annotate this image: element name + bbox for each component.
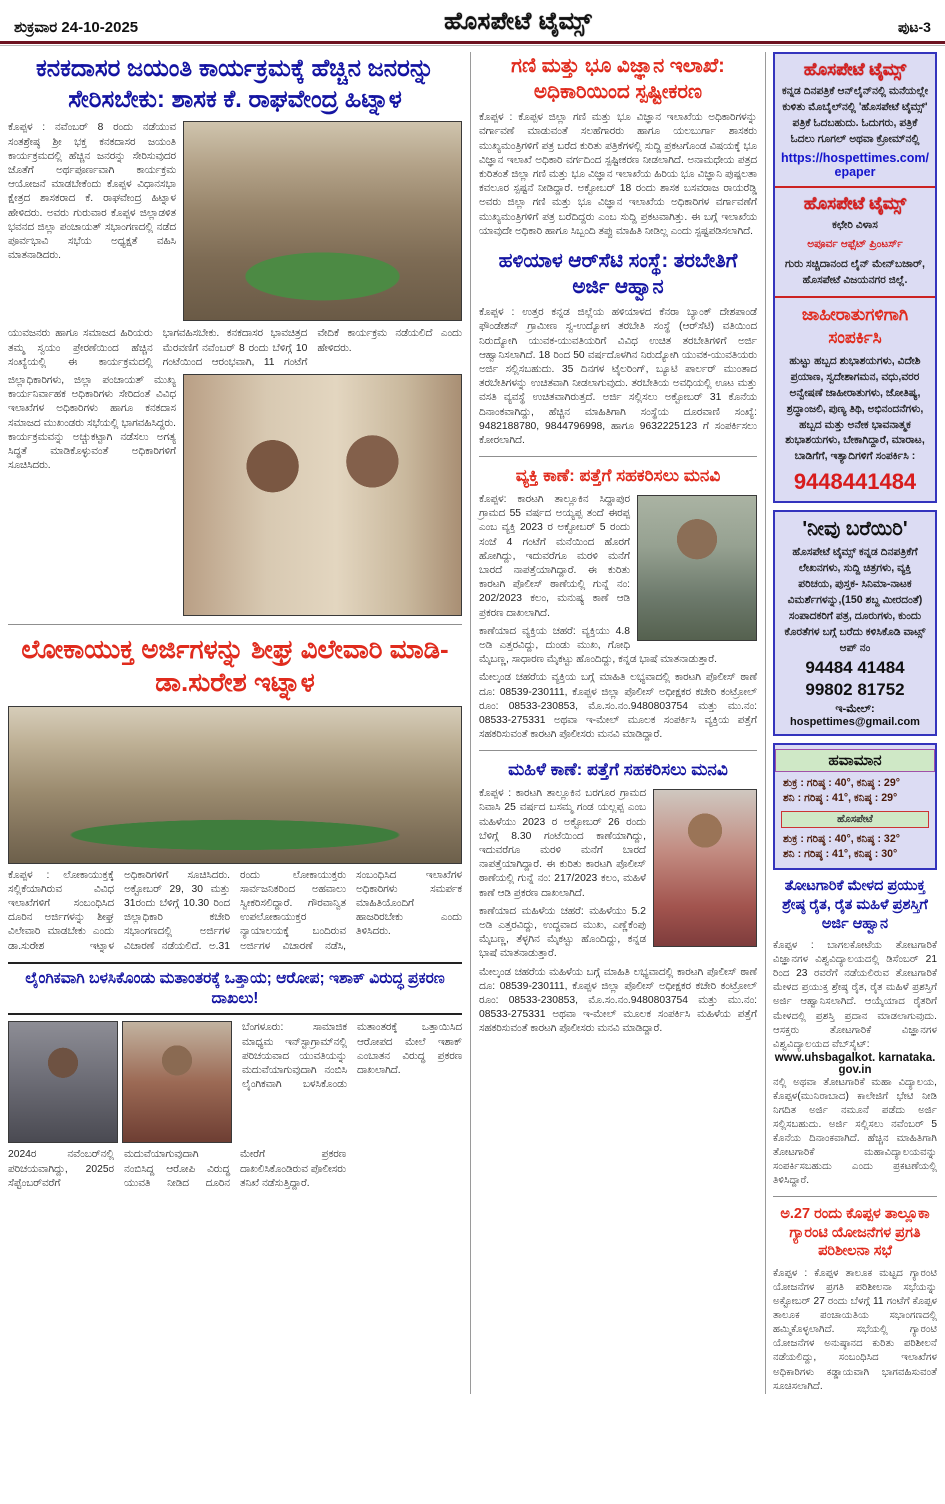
missing-man-photo [637, 495, 757, 641]
article-lokayukta-body: ಕೊಪ್ಪಳ : ಲೋಕಾಯುಕ್ತಕ್ಕೆ ಸಲ್ಲಿಕೆಯಾಗಿರುವ ವಿವಿಧ ಇಲಾಖೆಗಳಿಗೆ ಸಂಬಂಧಿಸಿದ ದೂರಿನ ಅರ್ಜಿಗಳನ್ನು ಶೀಘ್ರ ವಿಲೇವಾರಿ ಮಾಡಬೇಕು ಎಂದು ಡಾ.ಸುರೇಶ ಇಟ್ನಾಳ ಅಧಿಕಾರಿಗಳಿಗೆ ಸೂಚಿಸಿದರು. ಅಕ್ಟೋಬರ್ 29, 30 ಮತ್ತು 31ರಂದು ಬೆಳಿಗ್ಗೆ 10.30 ರಿಂದ ಜಿಲ್ಲಾಧಿಕಾರಿ ಕಚೇರಿ ಸಭಾಂಗಣದಲ್ಲಿ ಅರ್ಜಿಗಳ ವಿಚಾರಣೆ ನಡೆಯಲಿದೆ. ಅ.31 ರಂದು ಲೋಕಾಯುಕ್ತರು ಸಾರ್ವಜನಿಕರಿಂದ ಅಹವಾಲು ಸ್ವೀಕರಿಸಲಿದ್ದಾರೆ. ಗೌರವಾನ್ವಿತ ಉಪಲೋಕಾಯುಕ್ತರ ನ್ಯಾಯಾಲಯಕ್ಕೆ ಬಂದಿರುವ ಅರ್ಜಿಗಳ ವಿಚಾರಣೆ ನಡೆಸಿ, ಸಂಬಂಧಿಸಿದ ಇಲಾಖೆಗಳ ಅಧಿಕಾರಿಗಳು ಸಮರ್ಪಕ ಮಾಹಿತಿಯೊಂದಿಗೆ ಹಾಜರಿರಬೇಕು ಎಂದು ತಿಳಿಸಿದರು. [8, 869, 462, 952]
article-ishak-body-2: 2024ರ ನವೆಂಬರ್‌ನಲ್ಲಿ ಪರಿಚಯವಾಗಿದ್ದು, 2025ರ ಸೆಪ್ಟೆಂಬರ್‌ವರೆಗೆ ಮದುವೆಯಾಗುವುದಾಗಿ ನಂಬಿಸಿದ್ದ ಆರೋಪಿ ವಿರುದ್ಧ ಯುವತಿ ನೀಡಿದ ದೂರಿನ ಮೇರೆಗೆ ಪ್ರಕರಣ ದಾಖಲಿಸಿಕೊಂಡಿರುವ ಪೊಲೀಸರು ತನಿಖೆ ನಡೆಸುತ್ತಿದ್ದಾರೆ. [8, 1149, 346, 1189]
article-missing-man-description: ಕಾಣೆಯಾದ ವ್ಯಕ್ತಿಯ ಚಹರೆ: ವ್ಯಕ್ತಿಯು 4.8 ಅಡಿ ಎತ್ತರವಿದ್ದು, ದುಂಡು ಮುಖ, ಗೋಧಿ ಮೈಬಣ್ಣ, ಸಾಧಾರಣ ಮೈಕಟ್ಟು ಹೊಂದಿದ್ದು, ಕನ್ನಡ ಭಾಷೆ ಮಾತನಾಡುತ್ತಾರೆ. [479, 625, 718, 666]
article-rseti-headline: ಹಳಿಯಾಳ ಆರ್‌ಸೆಟಿ ಸಂಸ್ಥೆ: ತರಬೇತಿಗೆ ಅರ್ಜಿ ಆಹ್ವಾನ [498, 250, 738, 298]
article-guarantee-headline: ಅ.27 ರಂದು ಕೊಪ್ಪಳ ತಾಲ್ಲೂಕಾ ಗ್ಯಾರಂಟಿ ಯೋಜನೆಗಳ ಪ್ರಗತಿ ಪರಿಶೀಲನಾ ಸಭೆ [780, 1206, 930, 1260]
left-column [8, 52, 470, 1394]
divider [775, 186, 935, 188]
ads-contact-body: ಹುಟ್ಟು ಹಬ್ಬದ ಶುಭಾಶಯಗಳು, ವಿದೇಶಿ ಪ್ರಯಾಣ, ಸ್ವದೇಶಾಗಮನ, ವಧು,ವರರ ಅನ್ವೇಷಣೆ ಜಾಹೀರಾತುಗಳು, ಜೋತಿಷ್ಯ, ಶ್ರದ್ಧಾಂಜಲಿ, ಪುಣ್ಯ ತಿಥಿ, ಅಭಿನಂದನೆಗಳು, ಹಬ್ಬದ ಮತ್ತು ಅನೇಕ ಭಾವನಾತ್ಮಕ ಶುಭಾಶಯಗಳು, ಬೇಕಾಗಿದ್ದಾರೆ, ಮಾರಾಟ, ಬಾಡಿಗೆಗೆ, ಇತ್ಯಾದಿಗಳಿಗೆ ಸಂಪರ್ಕಿಸಿ : [785, 355, 925, 463]
article-mining-body: ಕೊಪ್ಪಳ : ಕೊಪ್ಪಳ ಜಿಲ್ಲಾ ಗಣಿ ಮತ್ತು ಭೂ ವಿಜ್ಞಾನ ಇಲಾಖೆಯ ಅಧಿಕಾರಿಗಳನ್ನು ವರ್ಗಾವಣೆ ಮಾಡುವಂತೆ ಸಲಹೆಗಾರರು ಹಾಗೂ ಯಲಬುರ್ಗಾ ಶಾಸಕರು ಮುಖ್ಯಮಂತ್ರಿಗಳಿಗೆ ಪತ್ರ ಬರೆದ ಕುರಿತು ಪತ್ರಿಕೆಗಳಲ್ಲಿ ಸುದ್ದಿ ಪ್ರಕಟಗೊಂಡ ವಿಷಯಕ್ಕೆ ಭೂ ವಿಜ್ಞಾನ ಇಲಾಖೆ ಅಧಿಕಾರಿ ವರ್ಗದಿಂದ ಸ್ಪಷ್ಟೀಕರಣ ನೀಡಲಾಗಿದೆ. ಅನಾಮಧೇಯ ಪತ್ರದ ಕುರಿತಂತೆ ಜಿಲ್ಲಾ ಗಣಿ ಮತ್ತು ಭೂ ವಿಜ್ಞಾನ ಇಲಾಖೆಯ ಹಿರಿಯ ಭೂ ವಿಜ್ಞಾನಿ ಪುಷ್ಪಲತಾ ಕವಲೂರ ಸ್ಪಷ್ಟನೆ ನೀಡಿದ್ದಾರೆ. ಅಕ್ಟೋಬರ್ 18 ರಂದು ಶಾಸಕ ಬಸವರಾಜ ರಾಯರೆಡ್ಡಿ ಅವರು ಜಿಲ್ಲಾ ಗಣಿ ಮತ್ತು ಭೂ ವಿಜ್ಞಾನ ಇಲಾಖೆಯ ಅಧಿಕಾರಿಗಳ ವರ್ಗಾವಣೆಗೆ ಮುಖ್ಯಮಂತ್ರಿಗಳಿಗೆ ಪತ್ರ ಬರೆದಿದ್ದರು ಎಂಬ ಸುದ್ದಿ ಪ್ರಕಟವಾಗಿತ್ತು. ಈ ಬಗ್ಗೆ ಇಲಾಖೆಯ ಯಾವುದೇ ಅಧಿಕಾರಿ ಹಾಗೂ ಸಿಬ್ಬಂದಿ ತಪ್ಪು ಮಾಹಿತಿ ನೀಡಿಲ್ಲ ಎಂದು ಸ್ಪಷ್ಟಪಡಿಸಲಾಗಿದೆ. [479, 112, 757, 237]
article-mining-headline: ಗಣಿ ಮತ್ತು ಭೂ ವಿಜ್ಞಾನ ಇಲಾಖೆ: ಅಧಿಕಾರಿಯಿಂದ ಸ್ಪಷ್ಟೀಕರಣ [511, 55, 725, 103]
dignitaries-photo [183, 374, 462, 616]
article-lokayukta-headline: ಲೋಕಾಯುಕ್ತ ಅರ್ಜಿಗಳನ್ನು ಶೀಘ್ರ ವಿಲೇವಾರಿ ಮಾಡಿ-ಡಾ.ಸುರೇಶ ಇಟ್ನಾಳ [21, 634, 449, 698]
page-body [0, 46, 945, 1404]
article-horticulture-body-1: ಕೊಪ್ಪಳ : ಬಾಗಲಕೋಟೆಯ ತೋಟಗಾರಿಕೆ ವಿಜ್ಞಾನಗಳ ವಿಶ್ವವಿದ್ಯಾಲಯದಲ್ಲಿ ಡಿಸೆಂಬರ್ 21 ರಿಂದ 23 ರವರೆಗೆ ನಡೆಯಲಿರುವ ತೋಟಗಾರಿಕೆ ಮೇಳದ ಪ್ರಯುಕ್ತ ಶ್ರೇಷ್ಠ ರೈತ, ರೈತ ಮಹಿಳೆ ಪ್ರಶಸ್ತಿಗೆ ಅರ್ಜಿ ಆಹ್ವಾನಿಸಲಾಗಿದೆ. ಆಯ್ಕೆಯಾದ ರೈತರಿಗೆ ಮೇಳದಲ್ಲಿ ಪ್ರಶಸ್ತಿ ಪ್ರದಾನ ಮಾಡಲಾಗುವುದು. ಆಸಕ್ತರು ತೋಟಗಾರಿಕೆ ವಿಜ್ಞಾನಗಳ ವಿಶ್ವವಿದ್ಯಾಲಯದ ವೆಬ್‌ಸೈಟ್: [773, 940, 937, 1050]
article-missing-woman-description: ಕಾಣೆಯಾದ ಮಹಿಳೆಯ ಚಹರೆ: ಮಹಿಳೆಯು 5.2 ಅಡಿ ಎತ್ತರವಿದ್ದು, ಉದ್ದವಾದ ಮುಖ, ಎಣ್ಣೆಕೆಂಪು ಮೈಬಣ್ಣ, ತೆಳ್ಳಗಿನ ಮೈಕಟ್ಟು ಹೊಂದಿದ್ದು, ಕನ್ನಡ ಭಾಷೆ ಮಾತನಾಡುತ್ತಾರೆ. [479, 905, 646, 960]
article-kanakadasa-headline: ಕನಕದಾಸರ ಜಯಂತಿ ಕಾರ್ಯಕ್ರಮಕ್ಕೆ ಹೆಚ್ಚಿನ ಜನರನ್ನು ಸೇರಿಸಬೇಕು: ಶಾಸಕ ಕೆ. ರಾಘವೇಂದ್ರ ಹಿಟ್ನಾಳ [35, 55, 435, 113]
article-missing-man-body: ಕೊಪ್ಪಳ: ಕಾರಟಗಿ ತಾಲ್ಲೂಕಿನ ಸಿದ್ದಾಪುರ ಗ್ರಾಮದ 55 ವರ್ಷದ ಅಯ್ಯಪ್ಪ ತಂದೆ ಈರಪ್ಪ ಎಂಬ ವ್ಯಕ್ತಿ 2023 ರ ಅಕ್ಟೋಬರ್ 5 ರಂದು ಸಂಜೆ 4 ಗಂಟೆಗೆ ಮನೆಯಿಂದ ಹೊರಗೆ ಹೋಗಿದ್ದು, ಇದುವರೆಗೂ ಮರಳಿ ಮನೆಗೆ ಬಾರದೆ ನಾಪತ್ತೆಯಾಗಿದ್ದಾರೆ. ಈ ಕುರಿತು ಕಾರಟಗಿ ಪೊಲೀಸ್ ಠಾಣೆಯಲ್ಲಿ ಗುನ್ನೆ ನಂ: 202/2023 ಕಲಂ, ಮನುಷ್ಯ ಕಾಣೆ ಆಡಿ ಪ್ರಕರಣ ದಾಖಲಾಗಿದೆ. [479, 493, 630, 619]
whatsapp-number-1: 94484 41484 [805, 658, 905, 678]
article-missing-woman-body: ಕೊಪ್ಪಳ : ಕಾರಟಗಿ ತಾಲ್ಲೂಕಿನ ಬರಗೂರ ಗ್ರಾಮದ ನಿವಾಸಿ 25 ವರ್ಷದ ಬಸಮ್ಮ ಗಂಡ ಯಲ್ಲಪ್ಪ ಎಂಬ ಮಹಿಳೆಯು 2023 ರ ಅಕ್ಟೋಬರ್ 26 ರಂದು ಬೆಳಿಗ್ಗೆ 8.30 ಗಂಟೆಯಿಂದ ಕಾಣೆಯಾಗಿದ್ದು, ಇದುವರೆಗೂ ಮರಳಿ ಮನೆಗೆ ಬಾರದೆ ನಾಪತ್ತೆಯಾಗಿದ್ದಾರೆ. ಈ ಕುರಿತು ಕಾರಟಗಿ ಪೊಲೀಸ್ ಠಾಣೆಯಲ್ಲಿ ಗುನ್ನೆ ನಂ: 217/2023 ಕಲಂ, ಮಹಿಳೆ ಕಾಣೆ ಆಡಿ ಪ್ರಕರಣ ದಾಖಲಾಗಿದೆ. [479, 788, 646, 899]
printer-name: ಅಪೂರ್ವ ಆಫ್ಸೆಟ್ ಪ್ರಿಂಟರ್ಸ್ [807, 238, 903, 251]
article-missing-woman-headline: ಮಹಿಳೆ ಕಾಣೆ: ಪತ್ತೆಗೆ ಸಹಕರಿಸಲು ಮನವಿ [508, 760, 728, 780]
hosapete-times-logo: ಹೊಸಪೇಟೆ ಟೈಮ್ಸ್ [803, 193, 907, 213]
person-photo-1 [8, 1021, 118, 1143]
divider [773, 1196, 937, 1197]
meeting-photo-1 [183, 121, 462, 321]
ads-contact-title: ಜಾಹೀರಾತುಗಳಿಗಾಗಿ ಸಂಪರ್ಕಿಸಿ [801, 305, 909, 348]
article-missing-man-headline: ವ್ಯಕ್ತಿ ಕಾಣೆ: ಪತ್ತೆಗೆ ಸಹಕರಿಸಲು ಮನವಿ [515, 466, 721, 486]
weather-box [773, 743, 937, 870]
weather-subtitle-hosapete: ಹೊಸಪೇಟೆ [781, 811, 929, 828]
article-rseti-body: ಕೊಪ್ಪಳ : ಉತ್ತರ ಕನ್ನಡ ಜಿಲ್ಲೆಯ ಹಳಿಯಾಳದ ಕೆನರಾ ಬ್ಯಾಂಕ್ ದೇಶಪಾಂಡೆ ಫೌಂಡೇಶನ್ ಗ್ರಾಮೀಣ ಸ್ವ-ಉದ್ಯೋಗ ತರಬೇತಿ ಸಂಸ್ಥೆ (ಆರ್‌ಸೆಟಿ) ವತಿಯಿಂದ ನಿರುದ್ಯೋಗಿ ಯುವಕ-ಯುವತಿಯರಿಗೆ ವಿವಿಧ ಉಚಿತ ತರಬೇತಿಗಳಿಗೆ ಅರ್ಜಿ ಆಹ್ವಾನಿಸಲಾಗಿದೆ. 18 ರಿಂದ 50 ವರ್ಷದೊಳಗಿನ ನಿರುದ್ಯೋಗಿ ಯುವಕ-ಯುವತಿಯರು ಅರ್ಜಿ ಸಲ್ಲಿಸಬಹುದು. 35 ದಿನಗಳ ಟೈಲರಿಂಗ್, ಬ್ಯೂಟಿ ಪಾರ್ಲರ್ ಮುಂತಾದ ತರಬೇತಿಗಳನ್ನು ಉಚಿತವಾಗಿ ನೀಡಲಾಗುವುದು. ತರಬೇತಿಯ ಅವಧಿಯಲ್ಲಿ ಊಟ ಮತ್ತು ವಸತಿ ವ್ಯವಸ್ಥೆ ಉಚಿತವಾಗಿರುತ್ತದೆ. ಅರ್ಜಿ ಸಲ್ಲಿಸಲು ಅಕ್ಟೋಬರ್ 31 ಕೊನೆಯ ದಿನಾಂಕವಾಗಿದ್ದು, ಹೆಚ್ಚಿನ ಮಾಹಿತಿಗಾಗಿ ಸಂಸ್ಥೆಯ ದೂರವಾಣಿ ಸಂಖ್ಯೆ: 9482188780, 9844796998, ಹಾಗೂ 9632225123 ಗೆ ಸಂಪರ್ಕಿಸಲು ಕೋರಲಾಗಿದೆ. [479, 307, 757, 447]
article-guarantee-meeting [773, 1205, 937, 1393]
office-address-label: ಕಛೇರಿ ವಿಳಾಸ [832, 218, 878, 231]
weather-row: ಶನಿ : ಗರಿಷ್ಠ : 41°, ಕನಿಷ್ಠ : 30° [783, 848, 898, 861]
whatsapp-number-2: 99802 81752 [805, 680, 905, 700]
divider [479, 750, 757, 751]
email-line [781, 703, 929, 728]
article-kanakadasa-body-1: ಕೊಪ್ಪಳ : ನವೆಂಬರ್ 8 ರಂದು ನಡೆಯುವ ಸಂತಶ್ರೇಷ್ಠ ಶ್ರೀ ಭಕ್ತ ಕನಕದಾಸರ ಜಯಂತಿ ಕಾರ್ಯಕ್ರಮದಲ್ಲಿ ಹೆಚ್ಚಿನ ಜನರನ್ನು ಸೇರಿಸುವುದರ ಜೊತೆಗೆ ಅರ್ಥಪೂರ್ಣವಾಗಿ ಕಾರ್ಯಕ್ರಮ ಆಯೋಜನೆ ಮಾಡಬೇಕೆಂದು ಕೊಪ್ಪಳ ವಿಧಾನಸಭಾ ಕ್ಷೇತ್ರದ ಶಾಸಕರಾದ ಕೆ. ರಾಘವೇಂದ್ರ ಹಿಟ್ನಾಳ ಹೇಳಿದರು. ಅವರು ಗುರುವಾರ ಕೊಪ್ಪಳ ಜಿಲ್ಲಾಡಳಿತ ಭವನದ ಜಿಲ್ಲಾ ಪಂಚಾಯತ್ ಸಭಾಂಗಣದಲ್ಲಿ ನಡೆದ ಪೂರ್ವಭಾವಿ ಸಭೆಯ ಅಧ್ಯಕ್ಷತೆ ವಹಿಸಿ ಮಾತನಾಡಿದರು. [8, 122, 176, 262]
right-column [766, 52, 937, 1394]
email-label: ಇ-ಮೇಲ್: [835, 703, 875, 716]
epaper-promo-box [773, 52, 937, 503]
divider [479, 456, 757, 457]
write-to-us-body: ಹೊಸಪೇಟೆ ಟೈಮ್ಸ್ ಕನ್ನಡ ದಿನಪತ್ರಿಕೆಗೆ ಲೇಖನಗಳು, ಸುದ್ದಿ ಚಿತ್ರಗಳು, ವ್ಯಕ್ತಿ ಪರಿಚಯ, ಪುಸ್ತಕ- ಸಿನಿಮಾ-ನಾಟಕ ವಿಮರ್ಶೆಗಳನ್ನು,(150 ಶಬ್ದ ಮೀರದಂತೆ) ಸಂಪಾದಕರಿಗೆ ಪತ್ರ, ದೂರುಗಳು, ಕುಂದು ಕೊರತೆಗಳ ಬಗ್ಗೆ ಬರೆದು ಕಳಿಸಿಕೊಡಿ ವಾಟ್ಸ್ ಆಪ್ ನಂ [784, 546, 926, 654]
article-missing-woman-contact: ಮೇಲ್ಕಂಡ ಚಹರೆಯ ಮಹಿಳೆಯ ಬಗ್ಗೆ ಮಾಹಿತಿ ಲಭ್ಯವಾದಲ್ಲಿ ಕಾರಟಗಿ ಪೊಲೀಸ್ ಠಾಣೆ ದೂ: 08539-230111, ಕೊಪ್ಪಳ ಜಿಲ್ಲಾ ಪೊಲೀಸ್ ಅಧೀಕ್ಷಕರ ಕಚೇರಿ ಕಂಟ್ರೋಲ್ ರೂಂ: 08533-230853, ಮೊ.ಸಂ.ನಂ.9480803754 ಮತ್ತು ಮು.ನಂ: 08533-275331 ಅಥವಾ ಇ-ಮೇಲ್ ಮೂಲಕ ಸಂಪರ್ಕಿಸಿ ಮಹಿಳೆಯ ಪತ್ತೆಗೆ ಸಹಕರಿಸುವಂತೆ ಕಾರಟಗಿ ಪೊಲೀಸರು ಮನವಿ ಮಾಡಿದ್ದಾರೆ. [479, 966, 757, 1035]
masthead [0, 0, 945, 44]
meeting-photo-2 [8, 706, 462, 864]
weather-row: ಶುಕ್ರ : ಗರಿಷ್ಠ : 40°, ಕನಿಷ್ಠ : 29° [783, 777, 900, 790]
article-kanakadasa-body-2: ಯುವಜನರು ಹಾಗೂ ಸಮಾಜದ ಹಿರಿಯರು ತಮ್ಮ ಸ್ವಯಂ ಪ್ರೇರಣೆಯಿಂದ ಹೆಚ್ಚಿನ ಸಂಖ್ಯೆಯಲ್ಲಿ ಈ ಕಾರ್ಯಕ್ರಮದಲ್ಲಿ ಭಾಗವಹಿಸಬೇಕು. ಕನಕದಾಸರ ಭಾವಚಿತ್ರದ ಮೆರವಣಿಗೆ ನವೆಂಬರ್ 8 ರಂದು ಬೆಳಿಗ್ಗೆ 10 ಗಂಟೆಯಿಂದ ಆರಂಭವಾಗಿ, 11 ಗಂಟೆಗೆ ವೇದಿಕೆ ಕಾರ್ಯಕ್ರಮ ನಡೆಯಲಿದೆ ಎಂದು ಹೇಳಿದರು. [8, 328, 462, 368]
hosapete-times-logo: ಹೊಸಪೇಟೆ ಟೈಮ್ಸ್ [803, 60, 907, 79]
masthead-date: ಶುಕ್ರವಾರ 24-10-2025 [14, 19, 139, 36]
article-guarantee-body: ಕೊಪ್ಪಳ : ಕೊಪ್ಪಳ ತಾಲೂಕ ಮಟ್ಟದ ಗ್ಯಾರಂಟಿ ಯೋಜನೆಗಳ ಪ್ರಗತಿ ಪರಿಶೀಲನಾ ಸಭೆಯನ್ನು ಅಕ್ಟೋಬರ್ 27 ರಂದು ಬೆಳಗ್ಗೆ 11 ಗಂಟೆಗೆ ಕೊಪ್ಪಳ ತಾಲೂಕ ಪಂಚಾಯತಿಯ ಸಭಾಂಗಣದಲ್ಲಿ ಹಮ್ಮಿಕೊಳ್ಳಲಾಗಿದೆ. ಸಭೆಯಲ್ಲಿ ಗ್ಯಾರಂಟಿ ಯೋಜನೆಗಳ ಅನುಷ್ಠಾನದ ಕುರಿತು ಪರಿಶೀಲನೆ ನಡೆಯಲಿದ್ದು, ಸಂಬಂಧಿಸಿದ ಇಲಾಖೆಗಳ ಅಧಿಕಾರಿಗಳು ಕಡ್ಡಾಯವಾಗಿ ಭಾಗವಹಿಸುವಂತೆ ಸೂಚಿಸಲಾಗಿದೆ. [773, 1268, 937, 1392]
article-ishak-headline: ಲೈಂಗಿಕವಾಗಿ ಬಳಸಿಕೊಂಡು ಮತಾಂತರಕ್ಕೆ ಒತ್ತಾಯ; ಆರೋಪ; ಇಶಾಕ್ ವಿರುದ್ಧ ಪ್ರಕರಣ ದಾಖಲು! [8, 962, 462, 1016]
article-horticulture [773, 877, 937, 1188]
write-to-us-box [773, 510, 937, 736]
ads-phone-number: 9448441484 [793, 469, 917, 495]
office-address: ಗುರು ಸಚ್ಚಿದಾನಂದ ಲೈನ್ ಮೇನ್‌ಬಜಾರ್, ಹೊಸಪೇಟೆ ವಿಜಯನಗರ ಜಿಲ್ಲೆ. [785, 258, 925, 287]
weather-row: ಶುಕ್ರ : ಗರಿಷ್ಠ : 40°, ಕನಿಷ್ಠ : 32° [783, 833, 900, 846]
masthead-page-number: ಪುಟ-3 [897, 19, 931, 35]
epaper-url-link[interactable]: https://hospettimes.com/ epaper [781, 150, 929, 179]
accused-photos [8, 1021, 234, 1143]
article-kanakadasa-body-3: ಜಿಲ್ಲಾಧಿಕಾರಿಗಳು, ಜಿಲ್ಲಾ ಪಂಚಾಯತ್ ಮುಖ್ಯ ಕಾರ್ಯನಿರ್ವಾಹಕ ಅಧಿಕಾರಿಗಳು ಸೇರಿದಂತೆ ವಿವಿಧ ಇಲಾಖೆಗಳ ಅಧಿಕಾರಿಗಳು ಹಾಗೂ ಕನಕದಾಸ ಸಮಾಜದ ಮುಖಂಡರು ಸಭೆಯಲ್ಲಿ ಭಾಗವಹಿಸಿದ್ದರು. ಕಾರ್ಯಕ್ರಮವನ್ನು ಅಚ್ಚುಕಟ್ಟಾಗಿ ನಡೆಸಲು ಅಗತ್ಯ ಸಿದ್ಧತೆ ಮಾಡಿಕೊಳ್ಳುವಂತೆ ಅಧಿಕಾರಿಗಳಿಗೆ ಸೂಚಿಸಿದರು. [8, 375, 176, 472]
article-missing-man-contact: ಮೇಲ್ಕಂಡ ಚಹರೆಯ ವ್ಯಕ್ತಿಯ ಬಗ್ಗೆ ಮಾಹಿತಿ ಲಭ್ಯವಾದಲ್ಲಿ ಕಾರಟಗಿ ಪೊಲೀಸ್ ಠಾಣೆ ದೂ: 08539-230111, ಕೊಪ್ಪಳ ಜಿಲ್ಲಾ ಪೊಲೀಸ್ ಅಧೀಕ್ಷಕರ ಕಚೇರಿ ಕಂಟ್ರೋಲ್ ರೂಂ: 08533-230853, ಮೊ.ಸಂ.ನಂ.9480803754 ಮತ್ತು ಮು.ನಂ: 08533-275331 ಅಥವಾ ಇ-ಮೇಲ್ ಮೂಲಕ ಸಂಪರ್ಕಿಸಿ ವ್ಯಕ್ತಿಯ ಪತ್ತೆಗೆ ಸಹಕರಿಸುವಂತೆ ಕಾರಟಗಿ ಪೊಲೀಸರು ಮನವಿ ಮಾಡಿದ್ದಾರೆ. [479, 672, 757, 741]
divider [8, 624, 462, 625]
epaper-promo-text: ಕನ್ನಡ ದಿನಪತ್ರಿಕೆ ಆನ್‌ಲೈನ್‌ನಲ್ಲಿ ಮನೆಯಲ್ಲೇ ಕುಳಿತು ಮೊಬೈಲ್‌ನಲ್ಲಿ 'ಹೊಸಪೇಟೆ ಟೈಮ್ಸ್' ಪತ್ರಿಕೆ ಓದಬಹುದು. ಓದುಗರು, ಪತ್ರಿಕೆ ಓದಲು ಗೂಗಲ್ ಅಥವಾ ಕ್ರೋಮ್‌ನಲ್ಲಿ [781, 85, 929, 145]
weather-row: ಶನಿ : ಗರಿಷ್ಠ : 41°, ಕನಿಷ್ಠ : 29° [783, 792, 898, 805]
article-horticulture-headline: ತೋಟಗಾರಿಕೆ ಮೇಳದ ಪ್ರಯುಕ್ತ ಶ್ರೇಷ್ಠ ರೈತ, ರೈತ ಮಹಿಳೆ ಪ್ರಶಸ್ತಿಗೆ ಅರ್ಜಿ ಆಹ್ವಾನ [782, 878, 928, 932]
middle-column [470, 52, 766, 1394]
article-horticulture-body-2: ನಲ್ಲಿ ಅಥವಾ ತೋಟಗಾರಿಕೆ ಮಹಾ ವಿದ್ಯಾಲಯ, ಕೊಪ್ಪಳ(ಮುನಿರಾಬಾದ) ಕಾಲೇಜಿಗೆ ಭೇಟಿ ನೀಡಿ ನಿಗದಿತ ಅರ್ಜಿ ನಮೂನೆ ಪಡೆದು ಅರ್ಜಿ ಸಲ್ಲಿಸಬಹುದು. ಅರ್ಜಿ ಸಲ್ಲಿಸಲು ನವೆಂಬರ್ 5 ಕೊನೆಯ ದಿನಾಂಕವಾಗಿದೆ. ಹೆಚ್ಚಿನ ಮಾಹಿತಿಗಾಗಿ ತೋಟಗಾರಿಕೆ ಮಹಾವಿದ್ಯಾಲಯವನ್ನು ಸಂಪರ್ಕಿಸಬಹುದು ಎಂದು ಪ್ರಕಟಣೆಯಲ್ಲಿ ತಿಳಿಸಿದ್ದಾರೆ. [773, 1076, 937, 1187]
person-photo-2 [122, 1021, 232, 1143]
masthead-title: ಹೊಸಪೇಟೆ ಟೈಮ್ಸ್ [444, 8, 592, 35]
university-website-link[interactable]: www.uhsbagalkot. karnataka.gov.in [774, 1051, 936, 1076]
weather-title: ಹವಾಮಾನ [775, 749, 935, 772]
missing-woman-photo [653, 789, 757, 947]
email-address-link[interactable]: hospettimes@gmail.com [790, 716, 920, 729]
write-to-us-title: 'ನೀವು ಬರೆಯಿರಿ' [802, 518, 908, 541]
divider [775, 296, 935, 298]
article-ishak-body-1: ಬೆಂಗಳೂರು: ಸಾಮಾಜಿಕ ಮಾಧ್ಯಮ ಇನ್‌ಸ್ಟಾಗ್ರಾಮ್‌ನಲ್ಲಿ ಪರಿಚಯವಾದ ಯುವತಿಯನ್ನು ಮದುವೆಯಾಗುವುದಾಗಿ ನಂಬಿಸಿ ಲೈಂಗಿಕವಾಗಿ ಬಳಸಿಕೊಂಡು ಮತಾಂತರಕ್ಕೆ ಒತ್ತಾಯಿಸಿದ ಆರೋಪದ ಮೇಲೆ ಇಶಾಕ್ ಎಂಬಾತನ ವಿರುದ್ಧ ಪ್ರಕರಣ ದಾಖಲಾಗಿದೆ. [242, 1022, 462, 1091]
